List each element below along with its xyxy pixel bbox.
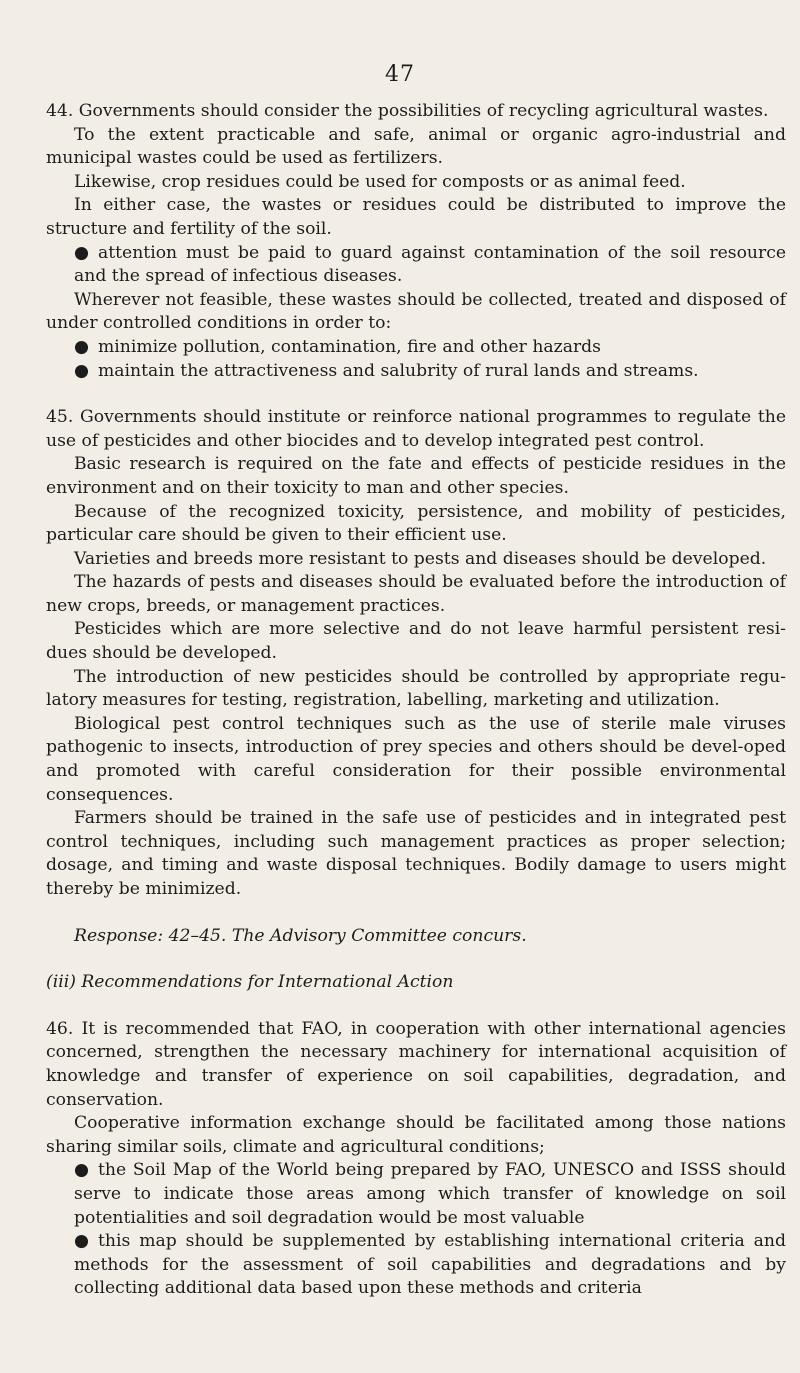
bullet-icon: ● [74,242,89,263]
p46-bullet2 [46,1230,786,1301]
p45-line8: Farmers should be trained in the safe use of pesticides and in integrated pest control techniques, including such management practices as proper selection; dosage, and timing and waste disposal techniques. Bodily damage to users might thereby be minimized. [46,808,786,899]
bullet-icon: ● [74,1160,89,1181]
p45-line4: The hazards of pests and diseases should be evaluated before the introduction of new crops, breeds, or management practices. [46,572,786,616]
p44-bullet2-text: minimize pollution, contamination, fire and other hazards [98,336,601,357]
bullet-icon: ● [74,336,89,357]
page-number: 47 [385,62,415,87]
p44-line3: In either case, the wastes or residues could be distributed to improve the structure and fertility of the soil. [46,195,786,239]
p45-line3: Varieties and breeds more resistant to pests and diseases should be developed. [74,548,767,569]
p44-bullet3 [46,360,786,384]
p46-bullet2-text: this map should be supplemented by establishing international criteria and methods for the assessment of soil capabilities and degradations and by collecting additional data based upon these methods and criteria [74,1231,786,1299]
bullet-icon: ● [74,1231,89,1252]
p45-line1: Basic research is required on the fate and effects of pesticide residues in the environment and on their toxicity to man and other species. [46,454,786,498]
bullet-icon: ● [74,360,89,381]
paragraph-46 [46,1018,786,1301]
p44-bullet1 [46,242,786,289]
p45-line7: Biological pest control techniques such as the use of sterile male viruses pathogenic to insects, introduction of prey species and others should be devel-oped and promoted with careful consideration for their possible environmental consequences. [46,713,786,805]
p46-bullet1 [46,1159,786,1230]
p46-bullet1-text: the Soil Map of the World being prepared by FAO, UNESCO and ISSS should serve to indicate those areas among which transfer of knowledge on soil potentialities and soil degradation would be most valuable [74,1160,786,1228]
p44-line2: Likewise, crop residues could be used for composts or as animal feed. [74,171,686,192]
document-body [46,100,786,1301]
paragraph-45 [46,406,786,901]
p44-line1: To the extent practicable and safe, animal or organic agro-industrial and municipal wastes could be used as fertilizers. [46,124,786,169]
p44-bullet3-text: maintain the attractiveness and salubrity of rural lands and streams. [98,360,699,381]
p44-line4: Wherever not feasible, these wastes should be collected, treated and disposed of under controlled conditions in order to: [46,289,786,334]
p45-line6: The introduction of new pesticides should be controlled by appropriate regu-latory measures for testing, registration, labelling, marketing and utilization. [46,666,786,711]
p45-line5: Pesticides which are more selective and do not leave harmful persistent resi-dues should be developed. [46,619,786,664]
section-heading: (iii) Recommendations for International Action [46,972,454,993]
p44-intro: 44. Governments should consider the possibilities of recycling agricultural wastes. [46,101,769,121]
p44-bullet1-text: attention must be paid to guard against contamination of the soil resource and the spread of infectious diseases. [74,242,786,287]
p46-line1: Cooperative information exchange should be facilitated among those nations sharing similar soils, climate and agricultural conditions; [46,1113,786,1157]
p45-intro: 45. Governments should institute or reinforce national programmes to regulate the use of pesticides and other biocides and to develop integrated pest control. [46,407,786,451]
p44-bullet2 [46,336,786,360]
paragraph-44 [46,100,786,383]
response-note: Response: 42–45. The Advisory Committee concurs. [74,925,527,946]
p46-intro: 46. It is recommended that FAO, in cooperation with other international agencies concerned, strengthen the necessary machinery for international acquisition of knowledge and transfer of experience on soil capabilities, degradation, and conservation. [46,1018,786,1110]
p45-line2: Because of the recognized toxicity, persistence, and mobility of pesticides, particular care should be given to their efficient use. [46,501,786,546]
